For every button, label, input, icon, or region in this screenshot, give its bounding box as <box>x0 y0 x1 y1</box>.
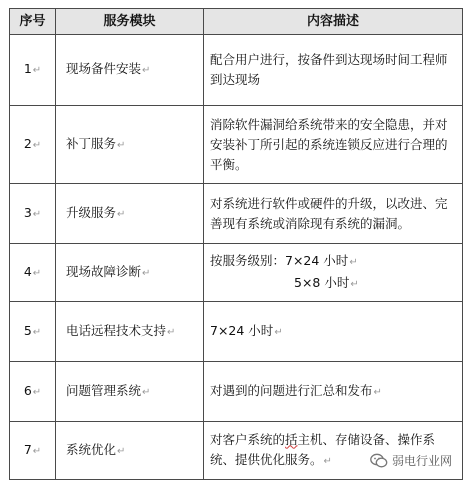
row-description: 对系统进行软件或硬件的升级，以改进、完善现有系统或消除现有系统的漏洞。 <box>204 184 463 244</box>
wechat-icon <box>370 453 388 469</box>
paragraph-mark-icon: ↵ <box>323 455 332 467</box>
row-description: 对遇到的问题进行汇总和发布↵ <box>204 362 463 422</box>
paragraph-mark-icon: ↵ <box>32 445 42 457</box>
table-row <box>10 106 463 184</box>
paragraph-mark-icon: ↵ <box>349 256 358 268</box>
row-number: 4↵ <box>10 244 56 302</box>
row-number: 2↵ <box>10 106 56 184</box>
table-row <box>10 362 463 422</box>
row-description: 对客户系统的括主机、存储设备、操作系统、提供优化服务。↵ <box>204 422 463 480</box>
row-number: 5↵ <box>10 302 56 362</box>
paragraph-mark-icon: ↵ <box>32 208 42 220</box>
paragraph-mark-icon: ↵ <box>167 326 176 338</box>
table-row <box>10 184 463 244</box>
row-number: 7↵ <box>10 422 56 480</box>
paragraph-mark-icon: ↵ <box>142 267 151 279</box>
row-module: 补丁服务↵ <box>56 106 204 184</box>
spellcheck-underline: 括 <box>285 431 298 447</box>
row-module: 问题管理系统↵ <box>56 362 204 422</box>
service-table <box>9 8 463 480</box>
header-module: 服务模块 <box>56 9 204 35</box>
row-number: 1↵ <box>10 35 56 106</box>
paragraph-mark-icon: ↵ <box>117 445 126 457</box>
row-number: 6↵ <box>10 362 56 422</box>
watermark <box>370 452 452 469</box>
header-desc: 内容描述 <box>204 9 463 35</box>
table-header-row <box>10 9 463 35</box>
table-row <box>10 422 463 480</box>
row-description: 消除软件漏洞给系统带来的安全隐患，并对安装补丁所引起的系统连锁反应进行合理的平衡。 <box>204 106 463 184</box>
row-module: 系统优化↵ <box>56 422 204 480</box>
row-module: 现场故障诊断↵ <box>56 244 204 302</box>
paragraph-mark-icon: ↵ <box>117 139 126 151</box>
row-description: 7×24 小时↵ <box>204 302 463 362</box>
row-module: 现场备件安装↵ <box>56 35 204 106</box>
table-row <box>10 244 463 302</box>
paragraph-mark-icon: ↵ <box>32 267 42 279</box>
row-module: 电话远程技术支持↵ <box>56 302 204 362</box>
watermark-text: 弱电行业网 <box>392 454 453 468</box>
paragraph-mark-icon: ↵ <box>373 386 382 398</box>
paragraph-mark-icon: ↵ <box>142 65 151 76</box>
header-no: 序号 <box>10 9 56 35</box>
row-number: 3↵ <box>10 184 56 244</box>
paragraph-mark-icon: ↵ <box>32 139 42 151</box>
row-description: 按服务级别：7×24 小时↵ 5×8 小时↵ <box>204 244 463 302</box>
description-line-2: 5×8 小时↵ <box>294 274 359 290</box>
paragraph-mark-icon: ↵ <box>117 208 126 220</box>
table-row <box>10 302 463 362</box>
row-description: 配合用户进行，按备件到达现场时间工程师到达现场 <box>204 35 463 106</box>
paragraph-mark-icon: ↵ <box>32 65 42 76</box>
row-module: 升级服务↵ <box>56 184 204 244</box>
table-row <box>10 35 463 106</box>
paragraph-mark-icon: ↵ <box>274 326 283 338</box>
paragraph-mark-icon: ↵ <box>142 386 151 398</box>
paragraph-mark-icon: ↵ <box>32 386 42 398</box>
paragraph-mark-icon: ↵ <box>32 326 42 338</box>
paragraph-mark-icon: ↵ <box>350 278 359 290</box>
